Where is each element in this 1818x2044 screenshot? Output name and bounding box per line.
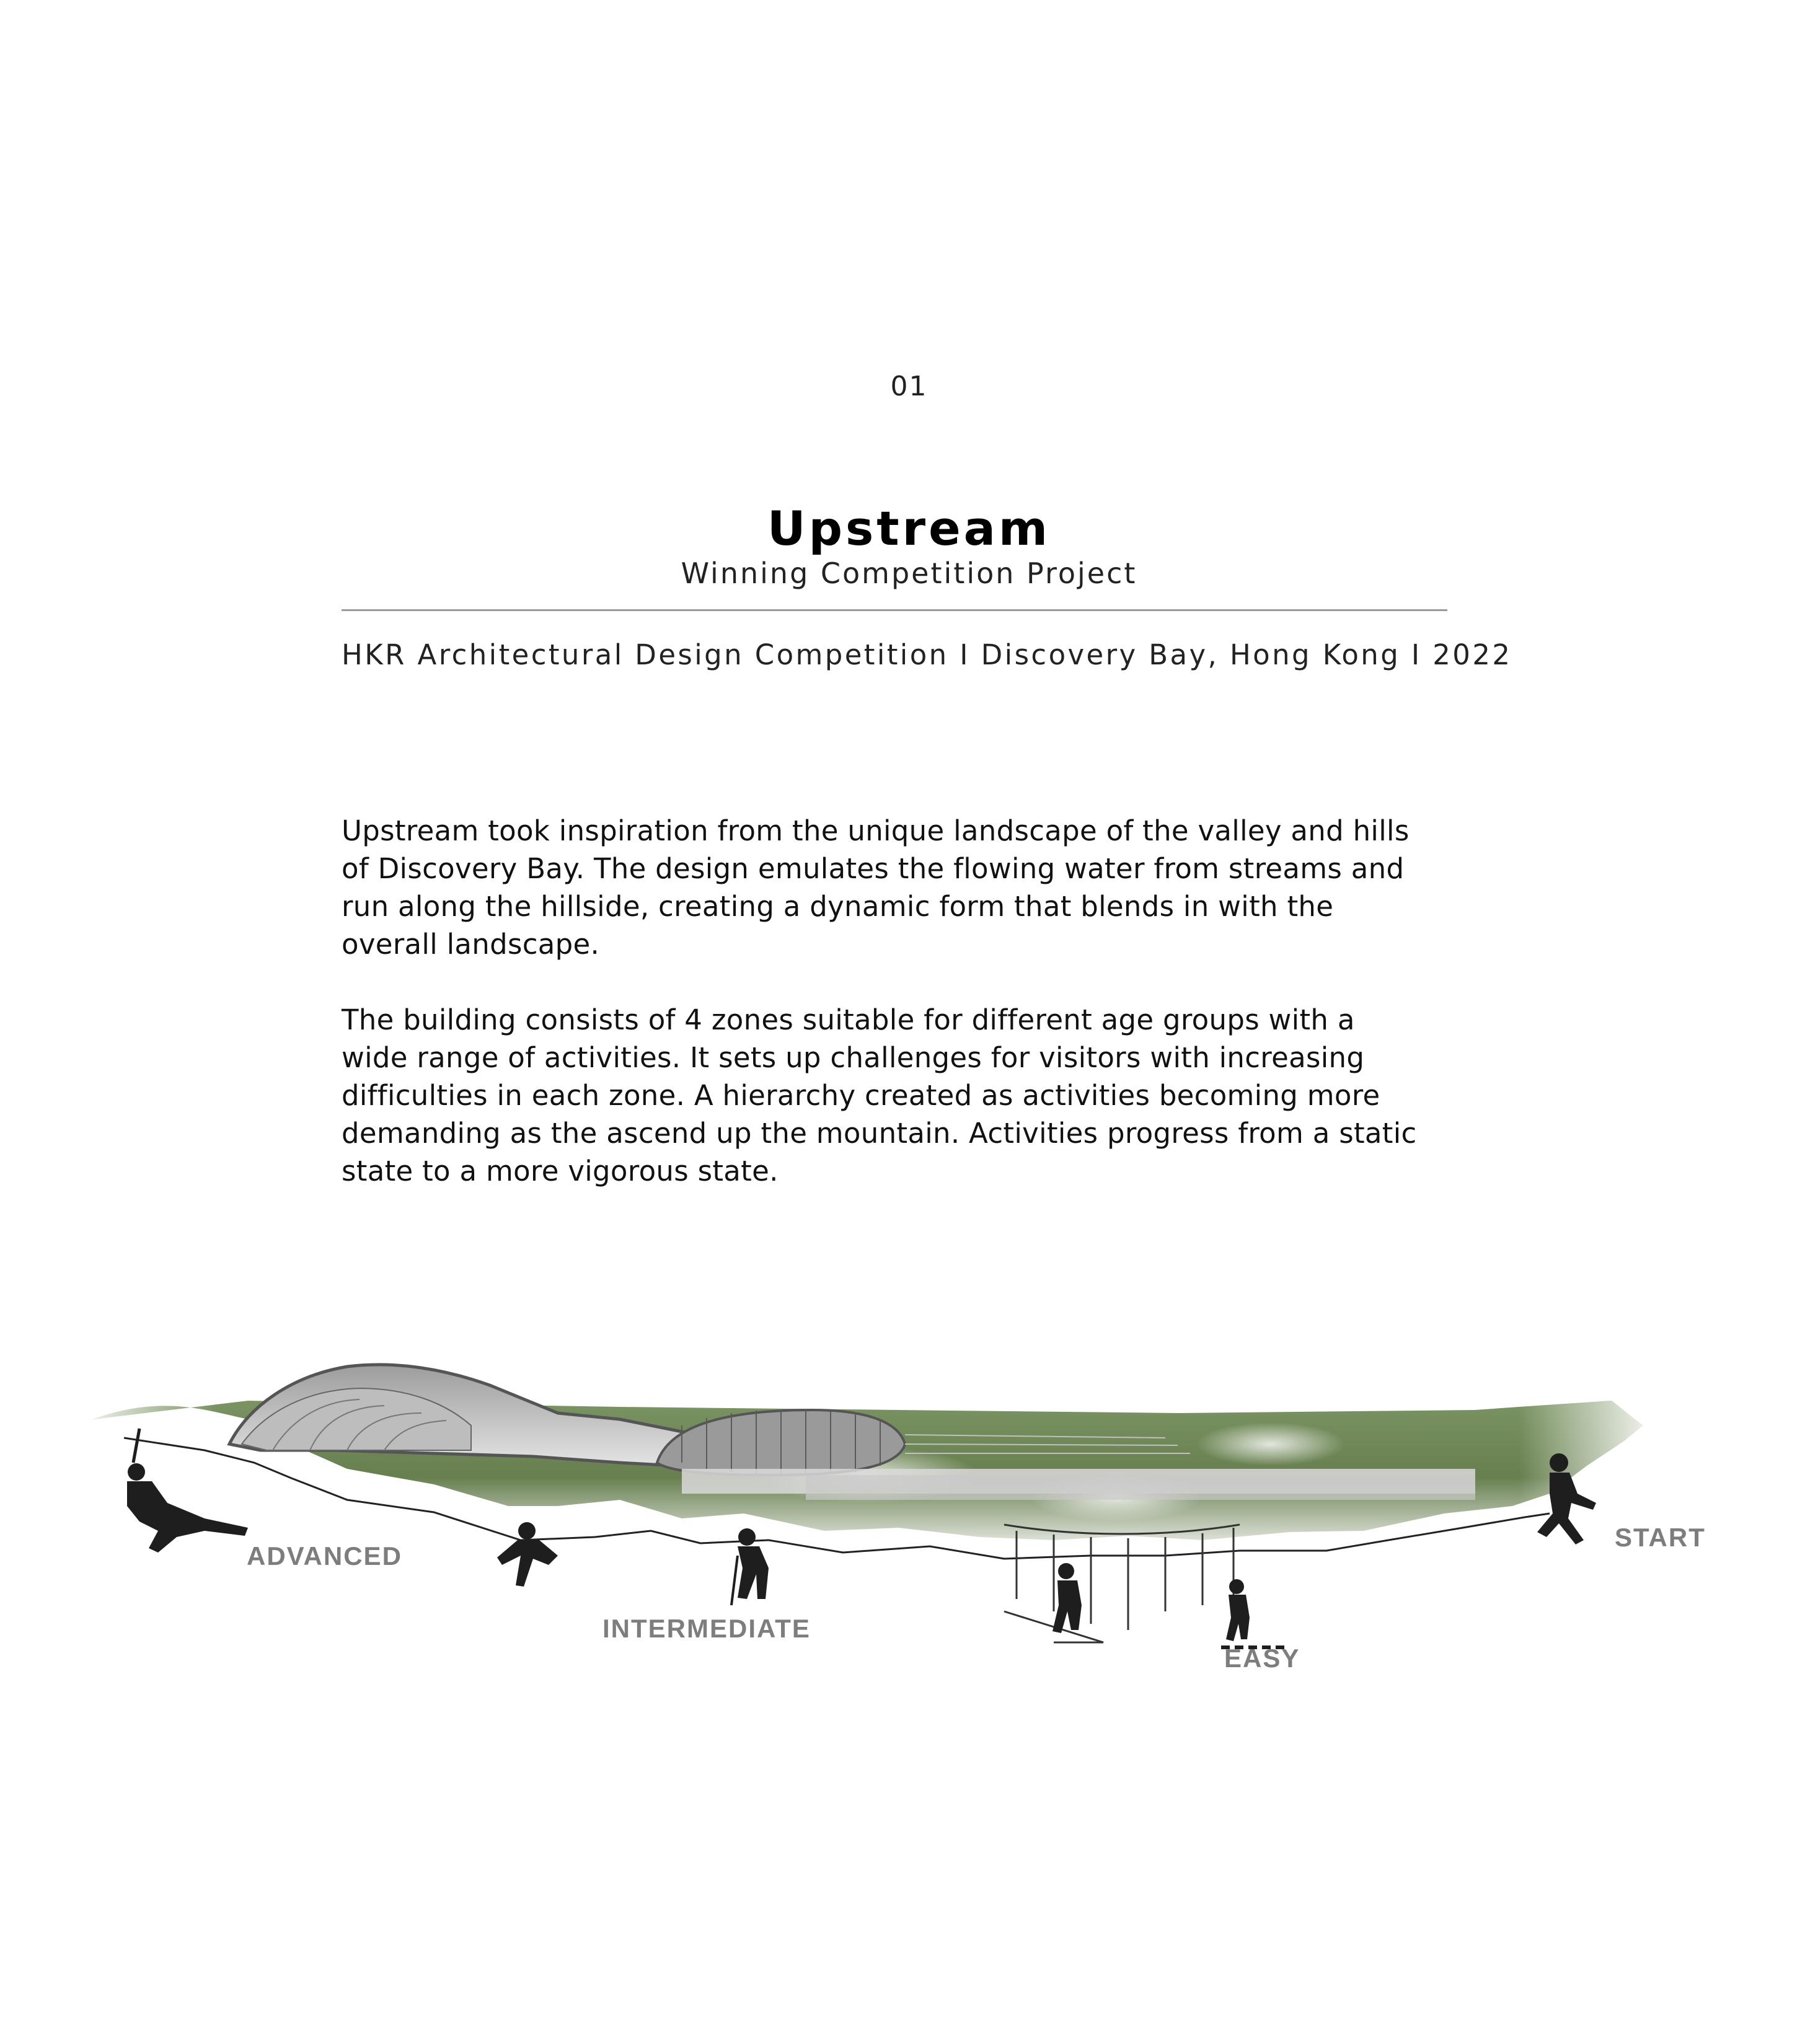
competition-info: HKR Architectural Design Competition I Discovery Bay, Hong Kong I 2022 bbox=[342, 638, 1512, 671]
paragraph-line: overall landscape. bbox=[342, 928, 600, 961]
project-subtitle: Winning Competition Project bbox=[681, 557, 1137, 590]
paragraph-line: The building consists of 4 zones suitable for different age groups with a bbox=[342, 1003, 1355, 1036]
zone-label-advanced: ADVANCED bbox=[247, 1541, 402, 1570]
description-paragraph-1 bbox=[342, 812, 1494, 963]
paragraph-line: state to a more vigorous state. bbox=[342, 1155, 779, 1187]
paragraph-line: run along the hillside, creating a dynamic form that blends in with the bbox=[342, 890, 1334, 923]
page-number: 01 bbox=[890, 371, 928, 402]
rope-walker-silhouette bbox=[1052, 1563, 1082, 1633]
balance-walker-silhouette bbox=[1221, 1579, 1289, 1647]
description-paragraph-2 bbox=[342, 1001, 1494, 1190]
paragraph-line: wide range of activities. It sets up challenges for visitors with increasing bbox=[342, 1041, 1365, 1074]
paragraph-line: difficulties in each zone. A hierarchy created as activities becoming more bbox=[342, 1079, 1380, 1112]
site-section-drawing bbox=[0, 1351, 1818, 1698]
zone-label-start: START bbox=[1615, 1523, 1706, 1552]
zone-label-easy: EASY bbox=[1224, 1644, 1300, 1673]
title-divider bbox=[342, 609, 1447, 611]
zone-label-intermediate: INTERMEDIATE bbox=[602, 1614, 811, 1643]
paragraph-line: Upstream took inspiration from the unique landscape of the valley and hills bbox=[342, 814, 1410, 847]
paragraph-line: demanding as the ascend up the mountain. Activities progress from a static bbox=[342, 1117, 1417, 1150]
rock-climber-silhouette bbox=[497, 1522, 558, 1587]
project-title: Upstream bbox=[767, 501, 1051, 556]
rope-course bbox=[1004, 1525, 1240, 1642]
paragraph-line: of Discovery Bay. The design emulates the flowing water from streams and bbox=[342, 852, 1405, 885]
